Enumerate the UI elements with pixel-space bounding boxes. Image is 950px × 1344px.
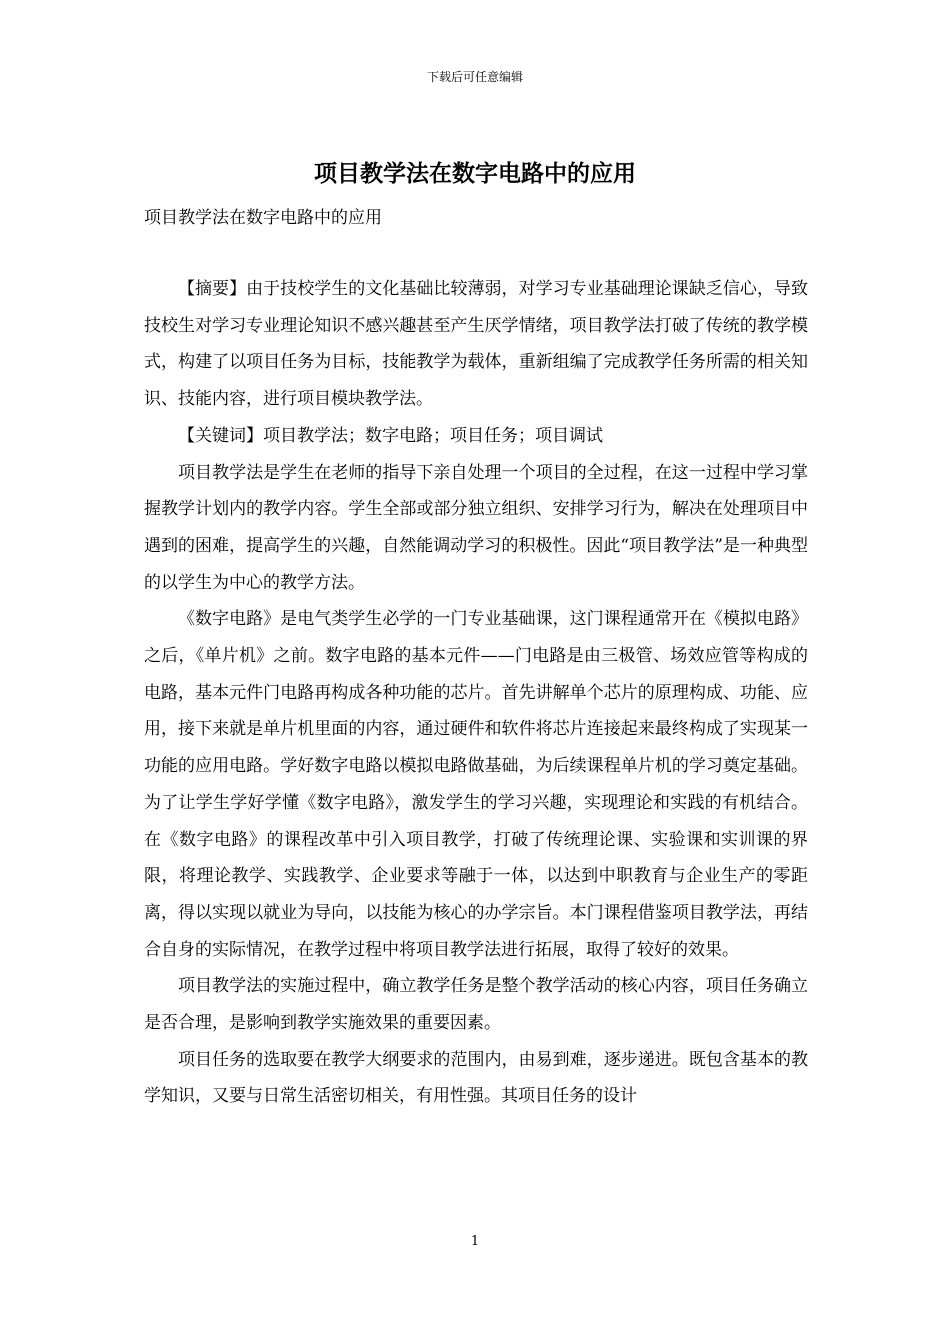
document-body <box>144 271 808 1115</box>
body-paragraph: 《数字电路》是电气类学生必学的一门专业基础课，这门课程通常开在《模拟电路》之后，《单片机》之前。数字电路的基本元件——门电路是由三极管、场效应管等构成的电路，基本元件门电路再构成各种功能的芯片。首先讲解单个芯片的原理构成、功能、应用，接下来就是单片机里面的内容，通过硬件和软件将芯片连接起来最终构成了实现某一功能的应用电路。学好数字电路以模拟电路做基础，为后续课程单片机的学习奠定基础。为了让学生学好学懂《数字电路》，激发学生的学习兴趣，实现理论和实践的有机结合。在《数字电路》的课程改革中引入项目教学，打破了传统理论课、实验课和实训课的界限，将理论教学、实践教学、企业要求等融于一体，以达到中职教育与企业生产的零距离，得以实现以就业为导向，以技能为核心的办学宗旨。本门课程借鉴项目教学法，再结合自身的实际情况，在教学过程中将项目教学法进行拓展，取得了较好的效果。 <box>144 609 808 960</box>
body-paragraph: 项目教学法是学生在老师的指导下亲自处理一个项目的全过程，在这一过程中学习掌握教学计划内的教学内容。学生全部或部分独立组织、安排学习行为，解决在处理项目中遇到的困难，提高学生的兴趣，自然能调动学习的积极性。因此“项目教学法”是一种典型的以学生为中心的教学方法。 <box>144 462 808 593</box>
document-subtitle: 项目教学法在数字电路中的应用 <box>144 208 382 228</box>
body-paragraph: 项目任务的选取要在教学大纲要求的范围内，由易到难，逐步递进。既包含基本的教学知识，又要与日常生活密切相关，有用性强。其项目任务的设计 <box>144 1049 808 1107</box>
keywords-line: 【关键词】项目教学法；数字电路；项目任务；项目调试 <box>178 425 603 446</box>
body-paragraph: 项目教学法的实施过程中，确立教学任务是整个教学活动的核心内容，项目任务确立是否合理，是影响到教学实施效果的重要因素。 <box>144 976 808 1034</box>
page-header-note: 下载后可任意编辑 <box>426 70 523 84</box>
page-number: 1 <box>470 1234 480 1249</box>
abstract-paragraph: 【摘要】由于技校学生的文化基础比较薄弱，对学习专业基础理论课缺乏信心，导致技校生对学习专业理论知识不感兴趣甚至产生厌学情绪，项目教学法打破了传统的教学模式，构建了以项目任务为目标，技能教学为载体，重新组编了完成教学任务所需的相关知识、技能内容，进行项目模块教学法。 <box>144 279 808 410</box>
document-title: 项目教学法在数字电路中的应用 <box>314 160 636 187</box>
